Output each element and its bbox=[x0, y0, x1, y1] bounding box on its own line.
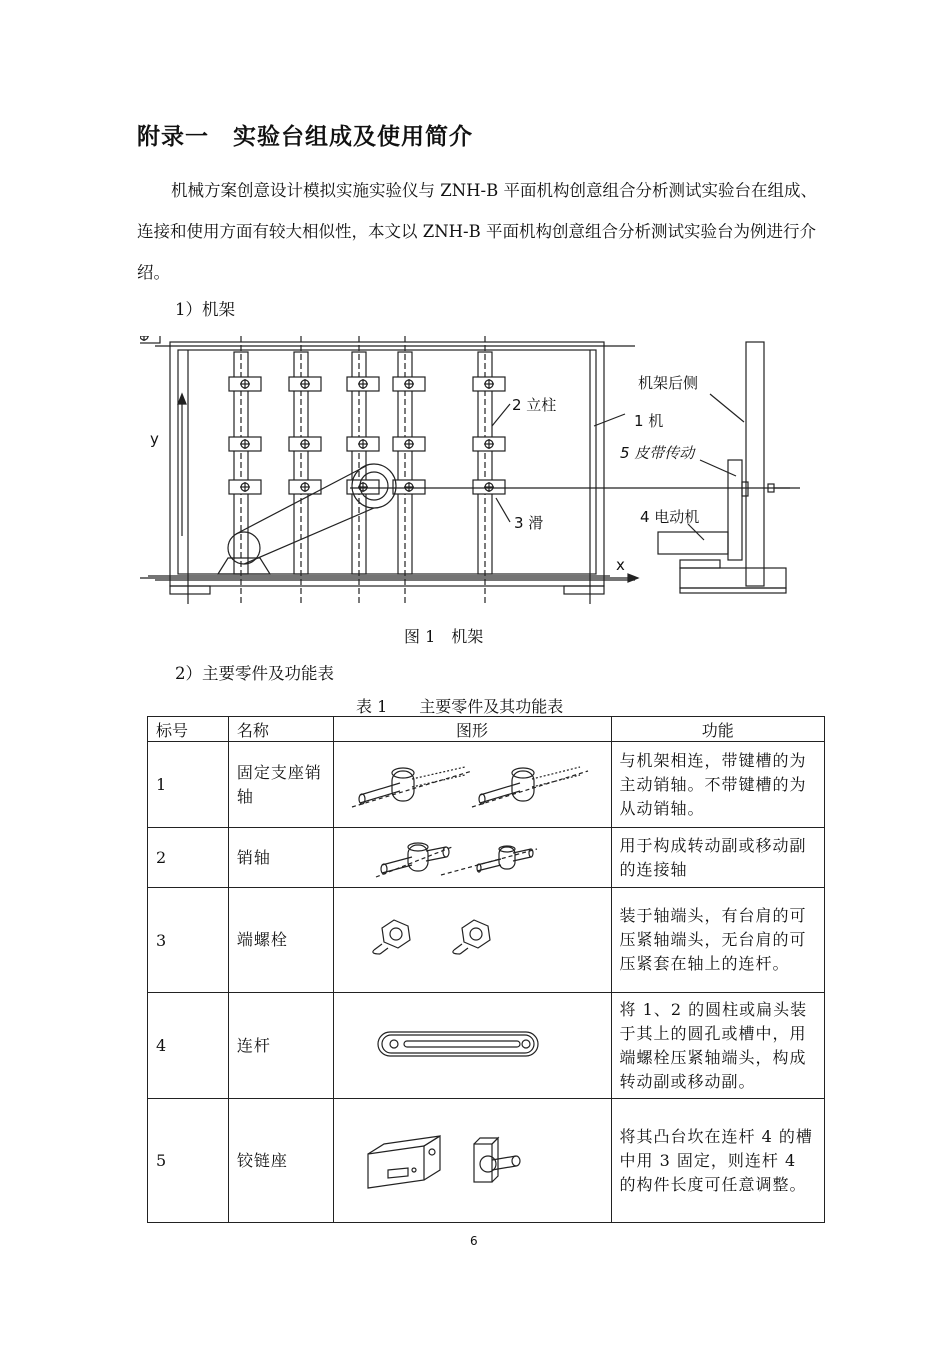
appendix-heading: 附录一 实验台组成及使用简介 bbox=[137, 124, 473, 150]
page-number: 6 bbox=[470, 1234, 478, 1248]
row-id: 5 bbox=[148, 1099, 229, 1223]
table-row bbox=[148, 1099, 825, 1223]
row-function: 与机架相连，带键槽的为主动销轴。不带键槽的为从动销轴。 bbox=[611, 742, 824, 828]
row-id: 4 bbox=[148, 993, 229, 1099]
figure-label-frame: 1 机 bbox=[634, 412, 664, 430]
row-function: 用于构成转动副或移动副的连接轴 bbox=[611, 828, 824, 888]
row-name: 销轴 bbox=[228, 828, 333, 888]
figure-label-slider: 3 滑 bbox=[514, 514, 544, 532]
figure-label-column: 2 立柱 bbox=[512, 396, 557, 414]
row-function: 将 1、2 的圆柱或扁头装于其上的圆孔或槽中，用端螺栓压紧轴端头，构成转动副或移动副。 bbox=[611, 993, 824, 1099]
fixed-support-pin-icon bbox=[333, 742, 611, 828]
row-id: 1 bbox=[148, 742, 229, 828]
table-row bbox=[148, 828, 825, 888]
header-function: 功能 bbox=[611, 717, 824, 742]
frame-figure bbox=[140, 336, 820, 608]
row-name: 端螺栓 bbox=[228, 888, 333, 993]
table-caption: 表 1 主要零件及其功能表 bbox=[356, 697, 564, 716]
figure-caption: 图 1 机架 bbox=[404, 627, 484, 646]
figure-label-x: x bbox=[616, 556, 625, 574]
table-row bbox=[148, 742, 825, 828]
row-name: 固定支座销轴 bbox=[228, 742, 333, 828]
row-name: 铰链座 bbox=[228, 1099, 333, 1223]
motor-body bbox=[658, 532, 728, 554]
row-id: 2 bbox=[148, 828, 229, 888]
header-id: 标号 bbox=[148, 717, 229, 742]
figure-label-belt: 5 皮带传动 bbox=[620, 444, 695, 462]
intro-paragraph: 机械方案创意设计模拟实施实验仪与 ZNH-B 平面机构创意组合分析测试实验台在组成、连接和使用方面有较大相似性，本文以 ZNH-B 平面机构创意组合分析测试实验台为例进行介绍。 bbox=[137, 181, 817, 282]
sliders bbox=[140, 336, 505, 494]
connecting-rod-icon bbox=[333, 993, 611, 1099]
figure-label-rear: 机架后侧 bbox=[638, 374, 699, 392]
table-row bbox=[148, 993, 825, 1099]
header-figure: 图形 bbox=[333, 717, 611, 742]
parts-table bbox=[147, 716, 825, 1223]
figure-label-y: y bbox=[150, 430, 159, 448]
end-bolt-icon bbox=[333, 888, 611, 993]
table-row bbox=[148, 888, 825, 993]
row-function: 将其凸台坎在连杆 4 的槽中用 3 固定，则连杆 4 的构件长度可任意调整。 bbox=[611, 1099, 824, 1223]
header-name: 名称 bbox=[228, 717, 333, 742]
row-function: 装于轴端头，有台肩的可压紧轴端头，无台肩的可压紧套在轴上的连杆。 bbox=[611, 888, 824, 993]
pin-shaft-icon bbox=[333, 828, 611, 888]
section-parts-heading: 2）主要零件及功能表 bbox=[175, 664, 334, 683]
hinge-seat-icon bbox=[333, 1099, 611, 1223]
table-header-row bbox=[148, 717, 825, 742]
row-name: 连杆 bbox=[228, 993, 333, 1099]
figure-label-motor: 4 电动机 bbox=[640, 508, 700, 526]
section-frame-heading: 1）机架 bbox=[175, 300, 235, 319]
row-id: 3 bbox=[148, 888, 229, 993]
